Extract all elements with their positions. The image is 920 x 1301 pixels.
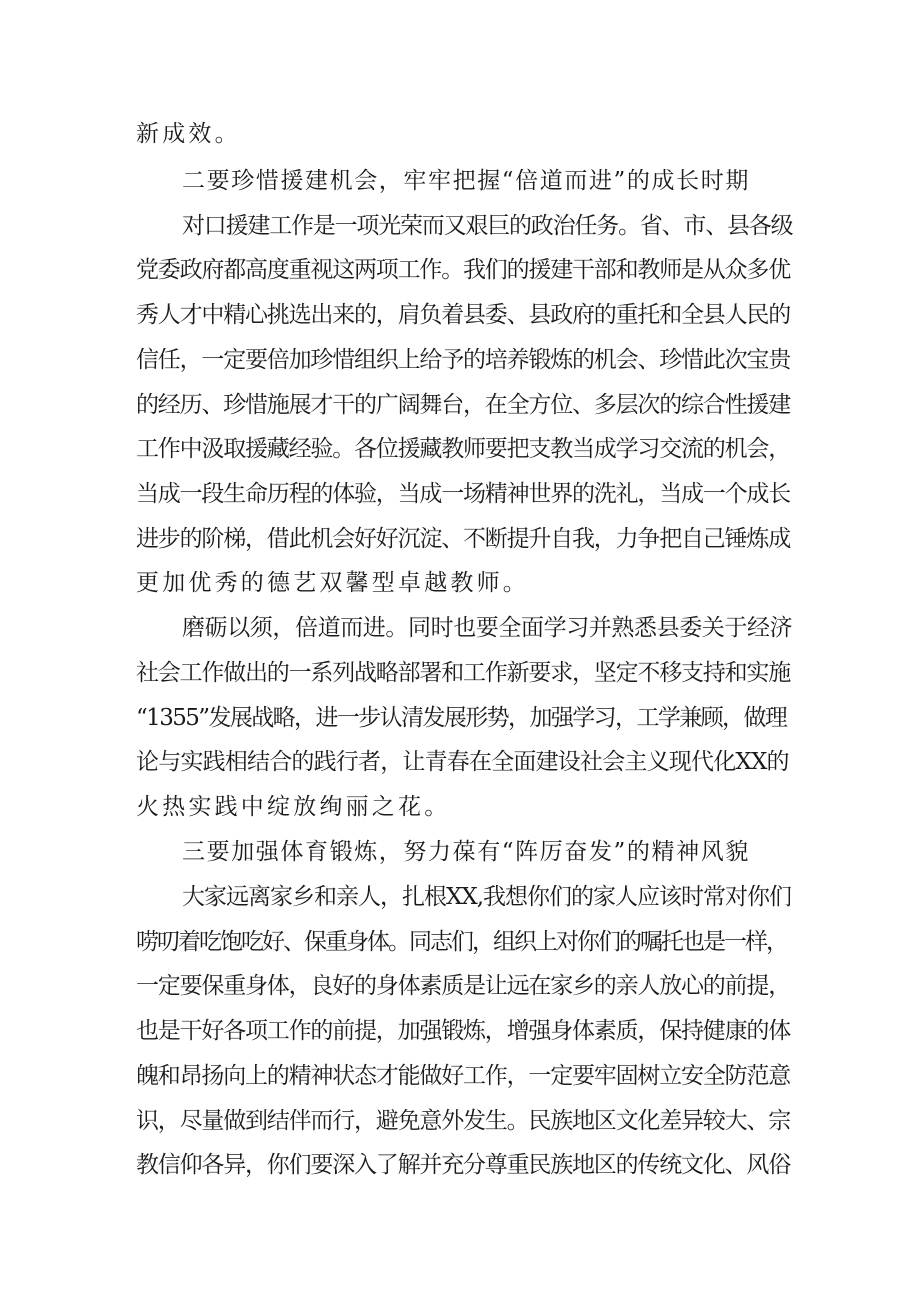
text-line: 磨砺以须，倍道而进。同时也要全面学习并熟悉县委关于经济 [182,615,793,641]
text-line: “1355”发展战略，进一步认清发展形势，加强学习，工学兼顾，做理 [136,705,787,731]
text-line: 更加优秀的德艺双馨型卓越教师。 [136,570,529,596]
text-line: 当成一段生命历程的体验，当成一场精神世界的洗礼，当成一个成长 [136,481,791,507]
text-line: 也是干好各项工作的前提，加强锻炼，增强身体素质，保持健康的体 [136,1018,791,1044]
text-line: 教信仰各异，你们要深入了解并充分尊重民族地区的传统文化、风俗 [136,1152,791,1178]
text-line: 信任，一定要倍加珍惜组织上给予的培养锻炼的机会、珍惜此次宝贵 [136,347,791,373]
text-line: 火热实践中绽放绚丽之花。 [136,794,451,820]
text-line: 社会工作做出的一系列战略部署和工作新要求，坚定不移支持和实施 [136,660,791,686]
text-line: 秀人才中精心挑选出来的，肩负着县委、县政府的重托和全县人民的 [136,302,791,328]
text-line: 新成效。 [136,121,241,147]
text-line: 一定要保重身体，良好的身体素质是让远在家乡的亲人放心的前提， [136,973,791,999]
text-line: 识，尽量做到结伴而行，避免意外发生。民族地区文化差异较大、宗 [136,1108,791,1134]
section-heading: 三要加强体育锻炼，努力葆有“阵厉奋发”的精神风貌 [182,839,750,865]
text-line: 论与实践相结合的践行者，让青春在全面建设社会主义现代化XX的 [136,749,789,775]
text-line: 对口援建工作是一项光荣而又艰巨的政治任务。省、市、县各级 [182,213,793,239]
text-line: 工作中汲取援藏经验。各位援藏教师要把支教当成学习交流的机会， [136,436,791,462]
text-line: 党委政府都高度重视这两项工作。我们的援建干部和教师是从众多优 [136,257,791,283]
text-line: 大家远离家乡和亲人，扎根XX,我想你们的家人应该时常对你们 [182,884,792,910]
text-line: 的经历、珍惜施展才干的广阔舞台，在全方位、多层次的综合性援建 [136,392,791,418]
text-line: 进步的阶梯，借此机会好好沉淀、不断提升自我，力争把自己锤炼成 [136,526,791,552]
section-heading: 二要珍惜援建机会，牢牢把握“倍道而进”的成长时期 [182,168,750,194]
text-line: 魄和昂扬向上的精神状态才能做好工作，一定要牢固树立安全防范意 [136,1063,791,1089]
text-line: 唠叨着吃饱吃好、保重身体。同志们，组织上对你们的嘱托也是一样， [136,929,787,955]
